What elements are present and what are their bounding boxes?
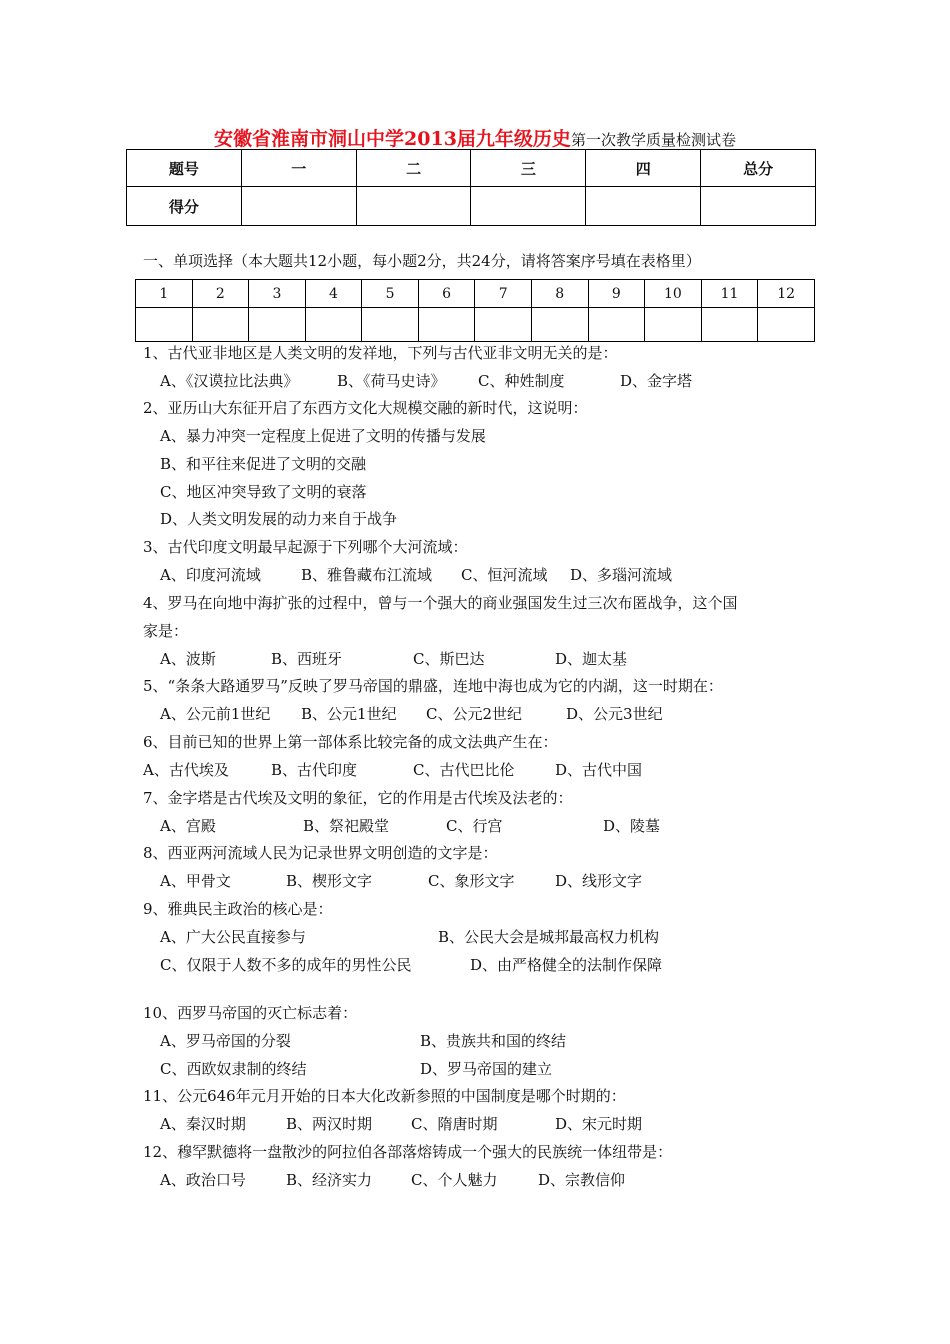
option-text: D、线形文字 xyxy=(555,872,643,890)
answer-number: 9 xyxy=(588,280,645,308)
option-text: B、楔形文字 xyxy=(286,872,373,890)
score-row-label: 得分 xyxy=(127,187,242,226)
answer-cell[interactable] xyxy=(362,308,419,342)
option-text: A、暴力冲突一定程度上促进了文明的传播与发展 xyxy=(160,427,486,445)
option-text: C、斯巴达 xyxy=(413,650,485,668)
option-text: C、行宫 xyxy=(446,817,503,835)
score-cell[interactable] xyxy=(356,187,471,226)
answer-cell[interactable] xyxy=(249,308,306,342)
question-stem: 5、“条条大路通罗马”反映了罗马帝国的鼎盛，连地中海也成为它的内湖，这一时期在： xyxy=(143,677,723,695)
answer-number: 8 xyxy=(531,280,588,308)
option-text: B、雅鲁藏布江流域 xyxy=(301,566,433,584)
option-text: B、《荷马史诗》 xyxy=(337,372,446,390)
option-text: B、贵族共和国的终结 xyxy=(420,1032,567,1050)
option-text: B、和平往来促进了文明的交融 xyxy=(160,455,367,473)
question-stem: 4、罗马在向地中海扩张的过程中，曾与一个强大的商业强国发生过三次布匿战争，这个国 xyxy=(143,594,738,612)
option-text: D、宗教信仰 xyxy=(538,1171,626,1189)
option-text: C、公元2世纪 xyxy=(426,705,523,723)
option-text: B、两汉时期 xyxy=(286,1115,373,1133)
score-cell[interactable] xyxy=(586,187,701,226)
option-text: D、宋元时期 xyxy=(555,1115,643,1133)
answer-cell[interactable] xyxy=(701,308,758,342)
score-header-cell: 一 xyxy=(241,150,356,187)
answer-number: 4 xyxy=(305,280,362,308)
option-text: C、隋唐时期 xyxy=(411,1115,498,1133)
option-text: C、象形文字 xyxy=(428,872,515,890)
option-text: B、公民大会是城邦最高权力机构 xyxy=(438,928,660,946)
answer-cell[interactable] xyxy=(418,308,475,342)
page-title xyxy=(0,124,950,151)
answer-number-row xyxy=(136,280,815,308)
option-text: A、广大公民直接参与 xyxy=(160,928,306,946)
option-text: B、祭祀殿堂 xyxy=(303,817,390,835)
score-table xyxy=(126,149,816,226)
score-value-row xyxy=(127,187,816,226)
option-text: A、政治口号 xyxy=(160,1171,246,1189)
answer-number: 12 xyxy=(758,280,815,308)
option-text: D、金字塔 xyxy=(620,372,693,390)
score-header-cell: 总分 xyxy=(701,150,816,187)
section-heading: 一、单项选择（本大题共12小题，每小题2分，共24分，请将答案序号填在表格里） xyxy=(143,252,701,270)
option-text: A、罗马帝国的分裂 xyxy=(160,1032,291,1050)
answer-cell[interactable] xyxy=(588,308,645,342)
option-text: D、陵墓 xyxy=(603,817,661,835)
question-stem: 2、亚历山大东征开启了东西方文化大规模交融的新时代，这说明： xyxy=(143,399,588,417)
question-stem: 8、西亚两河流域人民为记录世界文明创造的文字是： xyxy=(143,844,498,862)
question-stem: 12、穆罕默德将一盘散沙的阿拉伯各部落熔铸成一个强大的民族统一体纽带是： xyxy=(143,1143,673,1161)
score-header-cell: 三 xyxy=(471,150,586,187)
score-cell[interactable] xyxy=(471,187,586,226)
answer-cell[interactable] xyxy=(305,308,362,342)
option-text: B、经济实力 xyxy=(286,1171,373,1189)
score-header-cell: 题号 xyxy=(127,150,242,187)
answer-cell[interactable] xyxy=(531,308,588,342)
option-text: C、古代巴比伦 xyxy=(413,761,515,779)
answer-cell[interactable] xyxy=(758,308,815,342)
question-stem: 10、西罗马帝国的灭亡标志着： xyxy=(143,1004,358,1022)
answer-cell[interactable] xyxy=(645,308,702,342)
option-text: D、迦太基 xyxy=(555,650,628,668)
option-text: D、由严格健全的法制作保障 xyxy=(470,956,663,974)
score-header-cell: 四 xyxy=(586,150,701,187)
option-text: C、种姓制度 xyxy=(478,372,565,390)
option-text: C、恒河流域 xyxy=(461,566,548,584)
option-text: C、地区冲突导致了文明的衰落 xyxy=(160,483,367,501)
answer-number: 7 xyxy=(475,280,532,308)
option-text: A、古代埃及 xyxy=(143,761,229,779)
answer-cell[interactable] xyxy=(136,308,193,342)
option-text: C、个人魅力 xyxy=(411,1171,498,1189)
option-text: A、《汉谟拉比法典》 xyxy=(160,372,299,390)
option-text: A、公元前1世纪 xyxy=(160,705,271,723)
question-stem: 1、古代亚非地区是人类文明的发祥地，下列与古代亚非文明无关的是： xyxy=(143,344,618,362)
answer-number: 2 xyxy=(192,280,249,308)
answer-number: 3 xyxy=(249,280,306,308)
answer-number: 11 xyxy=(701,280,758,308)
option-text: B、西班牙 xyxy=(271,650,343,668)
answer-table xyxy=(135,279,815,342)
title-main: 安徽省淮南市洞山中学2013届九年级历史 xyxy=(214,128,571,150)
option-text: A、波斯 xyxy=(160,650,216,668)
question-stem: 3、古代印度文明最早起源于下列哪个大河流域： xyxy=(143,538,468,556)
question-stem: 11、公元646年元月开始的日本大化改新参照的中国制度是哪个时期的： xyxy=(143,1087,626,1105)
option-text: A、宫殿 xyxy=(160,817,216,835)
question-stem: 6、目前已知的世界上第一部体系比较完备的成文法典产生在： xyxy=(143,733,558,751)
option-text: A、秦汉时期 xyxy=(160,1115,246,1133)
answer-number: 6 xyxy=(418,280,475,308)
option-text: C、仅限于人数不多的成年的男性公民 xyxy=(160,956,412,974)
score-header-cell: 二 xyxy=(356,150,471,187)
option-text: A、甲骨文 xyxy=(160,872,231,890)
answer-number: 10 xyxy=(645,280,702,308)
option-text: D、罗马帝国的建立 xyxy=(420,1060,553,1078)
score-cell[interactable] xyxy=(241,187,356,226)
question-stem: 9、雅典民主政治的核心是： xyxy=(143,900,333,918)
option-text: A、印度河流域 xyxy=(160,566,261,584)
option-text: D、人类文明发展的动力来自于战争 xyxy=(160,510,398,528)
question-stem-continued: 家是： xyxy=(143,622,189,640)
option-text: D、多瑙河流域 xyxy=(570,566,673,584)
answer-number: 1 xyxy=(136,280,193,308)
answer-cell[interactable] xyxy=(192,308,249,342)
option-text: D、古代中国 xyxy=(555,761,643,779)
score-header-row xyxy=(127,150,816,187)
answer-cell[interactable] xyxy=(475,308,532,342)
option-text: B、古代印度 xyxy=(271,761,358,779)
option-text: B、公元1世纪 xyxy=(301,705,397,723)
title-sub: 第一次教学质量检测试卷 xyxy=(570,131,736,149)
answer-blank-row xyxy=(136,308,815,342)
option-text: D、公元3世纪 xyxy=(566,705,663,723)
option-text: C、西欧奴隶制的终结 xyxy=(160,1060,307,1078)
score-cell[interactable] xyxy=(701,187,816,226)
question-stem: 7、金字塔是古代埃及文明的象征，它的作用是古代埃及法老的： xyxy=(143,789,573,807)
answer-number: 5 xyxy=(362,280,419,308)
